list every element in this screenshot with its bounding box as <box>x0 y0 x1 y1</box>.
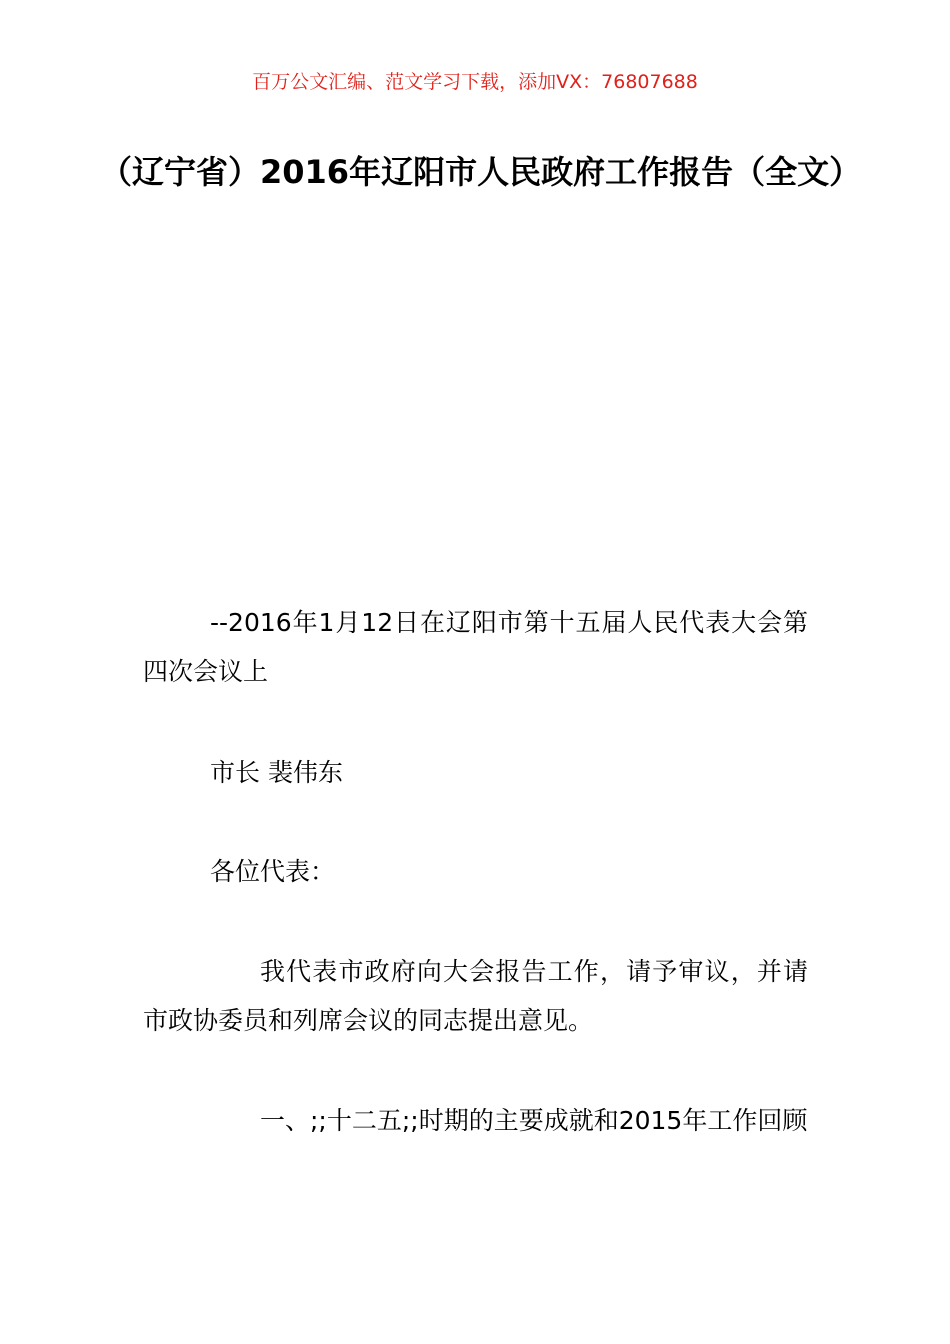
opening-paragraph: 我代表市政府向大会报告工作，请予审议，并请市政协委员和列席会议的同志提出意见。 <box>143 957 808 1035</box>
author-line: 市长 裴伟东 <box>210 758 343 787</box>
download-promo-note: 百万公文汇编、范文学习下载，添加VX：76807688 <box>252 71 698 93</box>
section-heading-1: 一、;;十二五;;时期的主要成就和2015年工作回顾 <box>260 1106 808 1135</box>
meeting-date-line: --2016年1月12日在辽阳市第十五届人民代表大会第四次会议上 <box>143 608 808 686</box>
salutation: 各位代表： <box>210 857 336 886</box>
document-title: （辽宁省）2016年辽阳市人民政府工作报告（全文） <box>100 153 862 191</box>
